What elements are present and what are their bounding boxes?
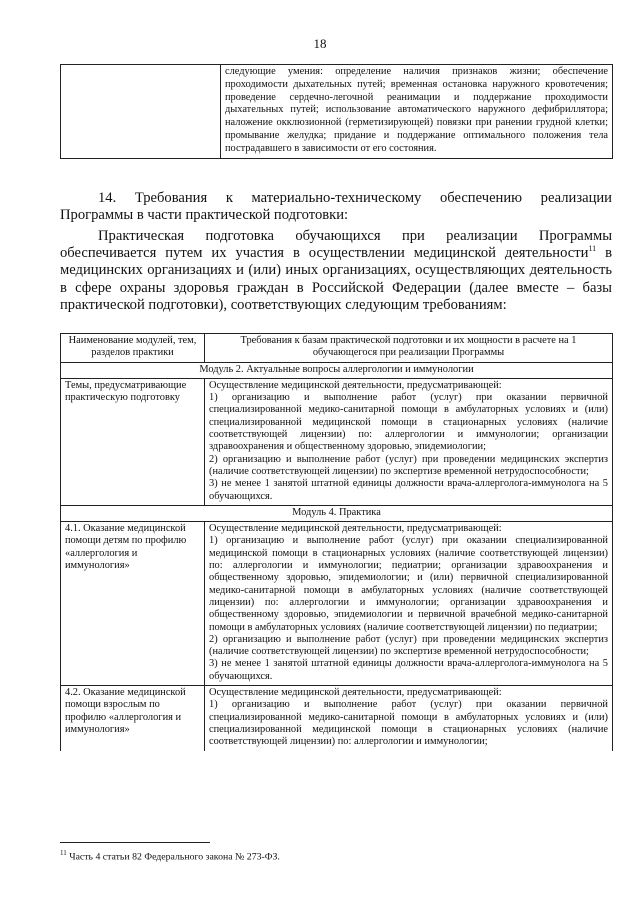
requirement-line: 2) организацию и выполнение работ (услуг) при проведении медицинских экспертиз (наличие соответствующей лицензии) по экспертизе временной нетрудоспособности; — [209, 453, 608, 477]
requirement-line: 3) не менее 1 занятой штатной единицы должности врача-аллерголога-иммунолога на 5 обучающихся. — [209, 478, 608, 502]
requirement-line: 1) организацию и выполнение работ (услуг) при оказании первичной специализированной медико-санитарной помощи в амбулаторных условиях и (или) специализированной медицинской помощи в стационарных условиях (наличие соответствующей лицензии) по: аллергологии и иммунологии; — [209, 699, 608, 748]
paragraph-text-end: в медицинских организациях и (или) иных организациях, осуществляющих деятельность в сфере охраны здоровья граждан в Российской Федерации (далее вместе – базы практической подготовки), соответствующих следующим требованиям: — [60, 245, 612, 313]
page-number: 18 — [313, 36, 327, 51]
requirement-line: 2) организацию и выполнение работ (услуг) при проведении медицинских экспертиз (наличие соответствующей лицензии) по экспертизе временной нетрудоспособности; — [209, 633, 608, 658]
module-2-title: Модуль 2. Актуальные вопросы аллергологии и иммунологии — [61, 362, 613, 378]
module-4-title: Модуль 4. Практика — [61, 505, 613, 521]
requirements-cell — [205, 378, 613, 505]
topic-cell: 4.1. Оказание медицинской помощи детям по профилю «аллергология и иммунология» — [61, 522, 205, 686]
footnote-reference: 11 — [588, 244, 597, 254]
footnote-mark: 11 — [60, 849, 67, 857]
topic-cell: 4.2. Оказание медицинской помощи взрослым по профилю «аллергология и иммунология» — [61, 686, 205, 751]
table-cell-empty — [61, 65, 221, 159]
section-heading: 14. Требования к материально-техническому обеспечению реализации Программы в части практической подготовки: — [60, 190, 612, 223]
skills-text: следующие умения: определение наличия признаков жизни; обеспечение проходимости дыхательных путей; временная остановка наружного кровотечения; проведение сердечно-легочной реанимации и поддержание проходимости дыхательных путей; использование автоматического наружного дефибриллятора; наложение окклюзионной (герметизирующей) повязки при ранении грудной клетки; промывание желудка; придание и поддержание оптимального положения тела пострадавшего в зависимости от его состояния. — [221, 65, 613, 159]
header-requirements: Требования к базам практической подготовки и их мощности в расчете на 1 обучающегося при реализации Программы — [205, 334, 613, 363]
footnote — [60, 849, 280, 862]
requirements-cell — [205, 686, 613, 751]
table-row — [61, 65, 613, 159]
requirement-line: Осуществление медицинской деятельности, предусматривающей: — [209, 523, 502, 535]
topic-cell: Темы, предусматривающие практическую подготовку — [61, 378, 205, 505]
header-modules: Наименование модулей, тем, разделов практики — [61, 334, 205, 363]
requirement-line: 1) организацию и выполнение работ (услуг) при оказании первичной специализированной медико-санитарной помощи в амбулаторных условиях и (или) специализированной медицинской помощи в стационарных условиях (наличие соответствующей лицензии) по: аллергологии и иммунологии; организации здравоохранения и общественному здоровью, эпидемиологии; — [209, 392, 608, 453]
footnote-divider — [60, 842, 210, 843]
requirement-line: Осуществление медицинской деятельности, предусматривающей: — [209, 379, 502, 391]
continuation-table — [60, 64, 613, 159]
table-row — [61, 522, 613, 686]
requirements-cell — [205, 522, 613, 686]
requirement-line: 1) организацию и выполнение работ (услуг) при оказании специализированной медицинской помощи в стационарных условиях (наличие соответствующей лицензии) по: аллергологии и иммунологии; педиатрии; организации здравоохранения и общественному здоровью, эпидемиологии; и (или) первичной специализированной медико-санитарной помощи в амбулаторных условиях (наличие соответствующей лицензии) по: аллергологии и иммунологии; организации здравоохранения и общественному здоровью, эпидемиологии и первичной врачебной медико-санитарной помощи в амбулаторных условиях (наличие соответствующей лицензии) по педиатрии; — [209, 535, 608, 633]
footnote-text: Часть 4 статьи 82 Федерального закона № 273-ФЗ. — [66, 851, 280, 863]
table-header-row — [61, 334, 613, 363]
requirement-line: Осуществление медицинской деятельности, предусматривающей: — [209, 687, 502, 699]
practice-paragraph — [60, 228, 612, 314]
table-row — [61, 686, 613, 751]
module-title-row — [61, 362, 613, 378]
requirements-table — [60, 333, 613, 751]
module-title-row — [61, 505, 613, 521]
paragraph-text-start: Практическая подготовка обучающихся при реализации Программы обеспечивается путем их участия в осуществлении медицинской деятельности — [60, 228, 612, 262]
table-row — [61, 378, 613, 505]
requirement-line: 3) не менее 1 занятой штатной единицы должности врача-аллерголога-иммунолога на 5 обучающихся. — [209, 658, 608, 682]
